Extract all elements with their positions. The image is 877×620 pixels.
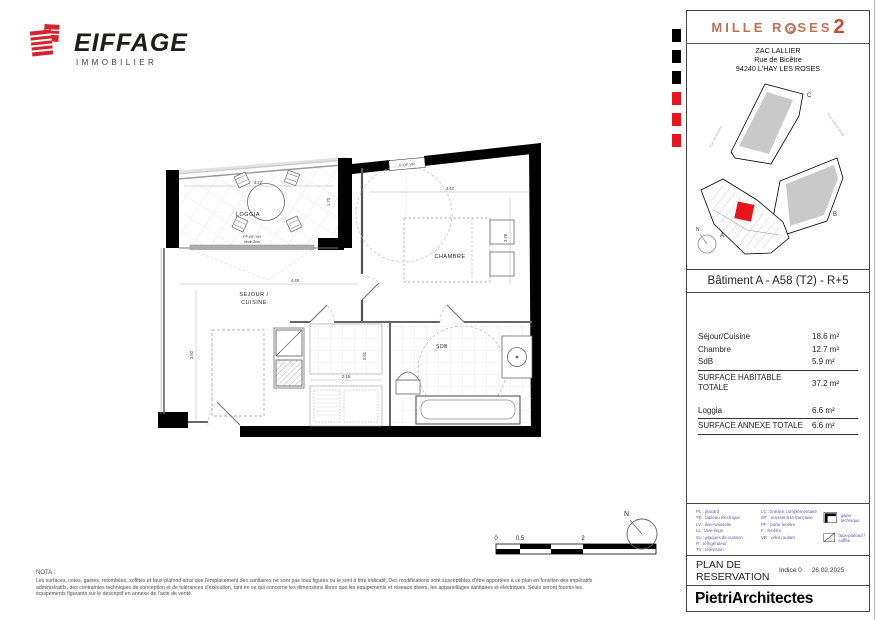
site-plan-map	[687, 72, 867, 267]
address-line2: Rue de Bicêtre	[754, 55, 802, 64]
habitable-total-value: 37.2 m²	[812, 378, 840, 388]
legend-column-2	[761, 509, 817, 541]
registration-mark-black	[672, 71, 681, 84]
table-row	[698, 331, 858, 344]
document-title-block	[687, 555, 869, 585]
room-label-chambre: CHAMBRE	[434, 254, 466, 260]
legend-item: OF : ouvrant à la française	[761, 515, 813, 521]
legend-item: TE : tableau électrique	[696, 515, 740, 521]
title-block-panel	[686, 10, 870, 612]
dim-kitchen-width: 2.15	[341, 374, 351, 379]
sheet-edge-line	[874, 0, 875, 620]
doc-title-line1: PLAN DE	[696, 559, 741, 571]
table-row	[698, 356, 858, 369]
legend-item: LV : lave-vaisselle	[696, 521, 732, 527]
legend-symbol-faux-plafond	[823, 531, 869, 544]
nota-line: équipements figurants sur le descriptif en annexe de l'acte de vente.	[36, 591, 193, 598]
project-logo-text2: SES	[797, 19, 833, 35]
surface-value: 6.6 m²	[812, 405, 835, 415]
indice-label: Indice 0	[779, 567, 802, 574]
nightstand	[490, 252, 514, 276]
sdb-area	[394, 324, 532, 426]
project-logo-text: MILLE R	[711, 19, 785, 35]
scale-0: 0	[494, 536, 498, 542]
dim-sejour-height: 3.92	[189, 350, 194, 360]
habitable-total-row	[698, 373, 858, 394]
dim-sejour-width: 4.45	[290, 278, 300, 283]
dim-chambre-width: 3.47	[445, 186, 455, 191]
nota-line: Les surfaces, cotes, gaines, retombées, soffites et faux-plafond ainsi que l'emplacement des sanitaires ne sont pas tous figurés ou le sont à titre indicatif. Des modifications sont susceptibles d'être apportées à ce plan en fonction des impératifs	[36, 578, 593, 584]
surface-label: Chambre	[698, 344, 731, 354]
legend-item: LL : lave-linge	[696, 528, 724, 534]
surfaces-table	[687, 293, 869, 503]
surface-label: SdB	[698, 357, 714, 366]
surface-value: 5.9 m²	[812, 357, 835, 366]
gaine-technique	[276, 360, 302, 386]
wardrobe-outline	[212, 330, 264, 416]
legend-item: Cu : plaques de cuisson	[696, 534, 743, 540]
legend-symbol-gaine	[823, 511, 869, 524]
scale-2: 2	[581, 536, 585, 542]
sdb-door	[440, 305, 464, 322]
architect-block	[687, 585, 869, 611]
loggia-door-label: PF-OF-VR	[243, 235, 261, 239]
chambre-door	[362, 276, 379, 300]
kitchen-area	[274, 324, 382, 426]
rose-icon	[785, 23, 796, 34]
scale-05: 0.5	[515, 536, 525, 542]
building-b-label: B	[833, 212, 838, 218]
legend-item: PL : placard	[696, 509, 720, 514]
registration-mark-red	[672, 134, 681, 147]
legend-item: VR : volet roulant	[761, 534, 795, 540]
dim-kitchen-depth: 0.91	[362, 351, 367, 361]
legend-symbol-label: faux-plafond / soffite	[838, 532, 866, 543]
habitable-total-label: SURFACE HABITABLE TOTALE	[698, 372, 782, 392]
chambre-furniture	[356, 166, 514, 282]
building-c-label: C	[807, 93, 812, 99]
room-label-sdb: SDB	[436, 344, 448, 350]
legend-column-1	[696, 509, 743, 554]
table-row	[698, 344, 858, 357]
dim-loggia-depth: 1.70	[326, 197, 331, 207]
legend-item: LC : linéaire complémentaire	[761, 509, 817, 514]
site-plan	[687, 72, 869, 269]
surface-label: Séjour/Cuisine	[698, 332, 751, 341]
surface-value: 12.7 m²	[812, 344, 840, 354]
compass-north-label: N	[624, 511, 630, 518]
nota-block	[36, 570, 676, 598]
registration-mark-black	[672, 50, 681, 63]
registration-mark-red	[672, 113, 681, 126]
north-compass	[606, 498, 670, 562]
address-line3: 94240 L'HAY LES ROSES	[735, 64, 821, 73]
room-label-loggia: LOGGIA	[235, 212, 261, 218]
unit-title: Bâtiment A - A58 (T2) - R+5	[707, 275, 849, 287]
project-address	[687, 43, 869, 72]
project-logo	[687, 11, 869, 43]
legend-symbol-label: gaine technique	[840, 512, 860, 523]
legend-item: R : réfrigérateur	[696, 541, 727, 547]
doc-title-line2: RESERVATION	[696, 571, 770, 583]
nota-line: administratifs, des contraintes techniques de conception et de tolérances d'exécution, tant en ce qui concerne les dimensions libres que les équipements et réseaux divers, les appareillages sanitaires et électriques. Seuls seront fournis les	[36, 584, 582, 591]
room-label-cuisine: CUISINE	[241, 300, 267, 306]
annexe-total-value: 6.6 m²	[812, 421, 835, 430]
unit-title-bar	[687, 269, 869, 293]
address-line1: ZAC LALLIER	[755, 46, 801, 55]
annexe-total-label: SURFACE ANNEXE TOTALE	[698, 421, 803, 430]
legend	[687, 503, 869, 555]
street-label-left: Rue de Bicêtre	[708, 125, 724, 149]
building-a-label: A	[720, 233, 725, 239]
table-rule	[698, 434, 858, 435]
site-north-label: N	[696, 227, 700, 233]
nota-title: NOTA :	[36, 570, 56, 576]
architect-name: PietriArchitectes	[695, 589, 814, 607]
annexe-total-row	[698, 420, 858, 433]
gaine-technique-icon	[823, 511, 838, 524]
eiffage-logo	[28, 22, 188, 67]
hall-door	[310, 305, 334, 322]
highlighted-unit	[734, 202, 754, 222]
entry-door	[208, 402, 240, 425]
eiffage-logo-icon	[28, 22, 64, 62]
surface-value: 18.6 m²	[812, 332, 840, 341]
street-label-right: Rue Marcel Bault	[826, 112, 846, 138]
legend-item: PF : porte fenêtre	[761, 521, 796, 527]
nightstand	[490, 220, 514, 244]
faux-plafond-icon	[823, 531, 835, 544]
toilet	[396, 380, 420, 394]
dim-chambre-height: 3.78	[503, 233, 508, 243]
table-row	[698, 405, 858, 418]
dim-loggia-width: 4.22	[253, 180, 263, 185]
legend-item: TV : télévision	[696, 547, 724, 553]
loggia-seuil-label: seuil<2cm	[244, 240, 260, 244]
surface-label: Loggia	[698, 405, 723, 415]
eiffage-subtitle: IMMOBILIER	[76, 58, 158, 67]
registration-mark-black	[672, 29, 681, 42]
legend-item: F : fenêtre	[761, 528, 782, 534]
table-rule	[698, 418, 858, 419]
eiffage-wordmark: EIFFAGE	[74, 29, 188, 57]
project-logo-number: 2	[833, 16, 845, 38]
floor-plan	[150, 134, 550, 464]
bed	[404, 218, 490, 282]
room-label-sejour: SEJOUR /	[239, 292, 269, 298]
date-label: 26.02.2025	[811, 567, 845, 574]
table-rule	[698, 370, 858, 371]
chambre-window-label: F-OF-VR	[399, 162, 415, 168]
registration-mark-red	[672, 92, 681, 105]
